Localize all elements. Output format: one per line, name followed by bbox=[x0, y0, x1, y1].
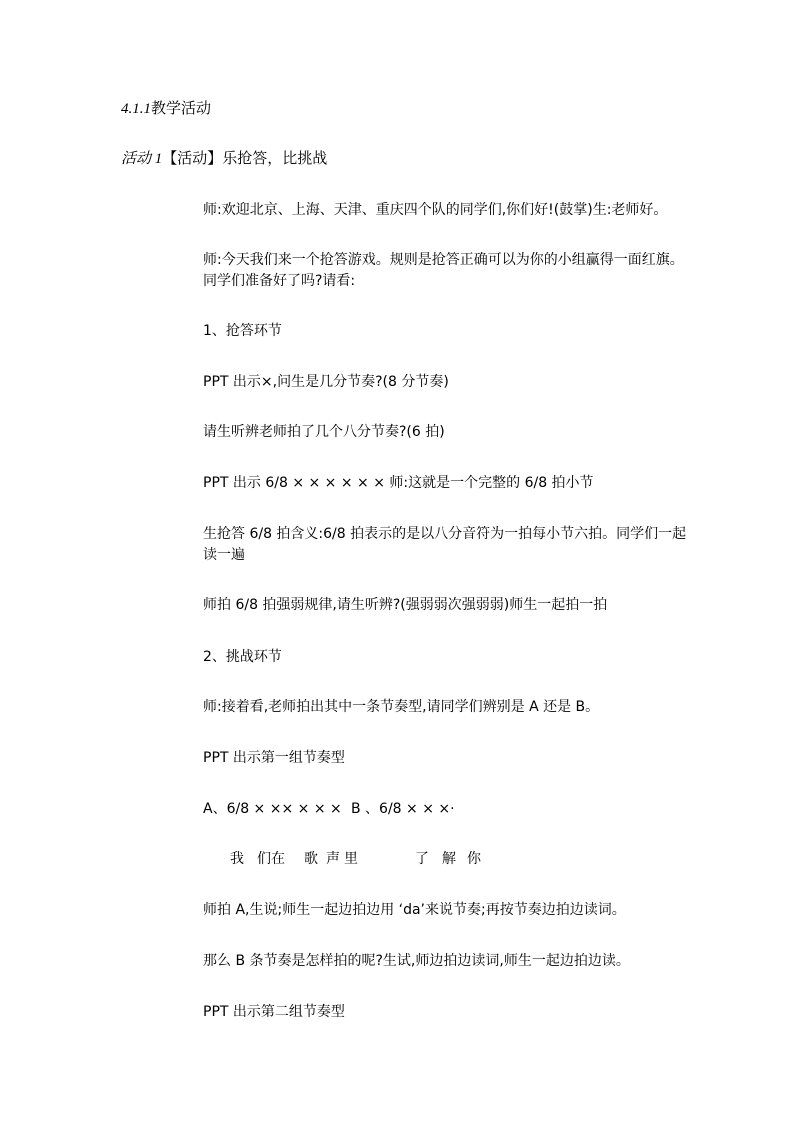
paragraph-meaning-line1: 生抢答 6/8 拍含义:6/8 拍表示的是以八分音符为一拍每小节六拍。同学们一起 bbox=[203, 526, 687, 542]
paragraph-meaning-line2: 读一遍 bbox=[203, 547, 245, 563]
section-heading bbox=[121, 98, 211, 119]
subheading-challenge: 2、挑战环节 bbox=[203, 649, 282, 665]
paragraph-group2: PPT 出示第二组节奏型 bbox=[203, 1004, 345, 1020]
paragraph-ppt-show: PPT 出示×,问生是几分节奏?(8 分节奏) bbox=[203, 374, 449, 390]
lyric-word: 解 bbox=[442, 851, 456, 867]
rhythm-b: B 、6/8 × × ×· bbox=[351, 801, 455, 817]
lyric-word: 声 bbox=[326, 851, 340, 867]
paragraph-rules-line1: 师:今天我们来一个抢答游戏。规则是抢答正确可以为你的小组赢得一面红旗。 bbox=[203, 252, 684, 268]
paragraph-clap-b: 那么 B 条节奏是怎样拍的呢?生试,师边拍边读词,师生一起边拍边读。 bbox=[203, 953, 630, 969]
paragraph-ppt-68: PPT 出示 6/8 × × × × × × 师:这就是一个完整的 6/8 拍小节 bbox=[203, 475, 594, 491]
section-number: 4.1.1 bbox=[121, 101, 151, 117]
lyric-word: 我 bbox=[230, 851, 244, 867]
rhythm-a: A、6/8 × ×× × × × bbox=[203, 801, 342, 817]
activity-title: 【活动】乐抢答，比挑战 bbox=[162, 149, 328, 167]
paragraph-strong-weak: 师拍 6/8 拍强弱规律,请生听辨?(强弱弱次强弱弱)师生一起拍一拍 bbox=[203, 597, 608, 613]
paragraph-greeting: 师:欢迎北京、上海、天津、重庆四个队的同学们,你们好!(鼓掌)生:老师好。 bbox=[203, 202, 668, 218]
lyric-word: 歌 bbox=[304, 851, 318, 867]
activity-label: 活动 1 bbox=[121, 151, 163, 167]
lyric-word: 你 bbox=[467, 851, 481, 867]
lyric-word: 里 bbox=[344, 851, 358, 867]
paragraph-listen: 请生听辨老师拍了几个八分节奏?(6 拍) bbox=[203, 424, 445, 440]
subheading-quick-answer: 1、抢答环节 bbox=[203, 323, 282, 339]
section-title: 教学活动 bbox=[151, 99, 212, 117]
paragraph-group1: PPT 出示第一组节奏型 bbox=[203, 750, 345, 766]
paragraph-clap-a: 师拍 A,生说;师生一起边拍边用 ‘da’来说节奏;再按节奏边拍边读词。 bbox=[203, 902, 626, 918]
paragraph-rules-line2: 同学们准备好了吗?请看: bbox=[203, 273, 356, 289]
paragraph-identify: 师:接着看,老师拍出其中一条节奏型,请同学们辨别是 A 还是 B。 bbox=[203, 699, 600, 715]
lyric-word: 了 bbox=[415, 851, 429, 867]
lyric-word: 们在 bbox=[257, 851, 285, 867]
activity-heading bbox=[121, 148, 327, 169]
